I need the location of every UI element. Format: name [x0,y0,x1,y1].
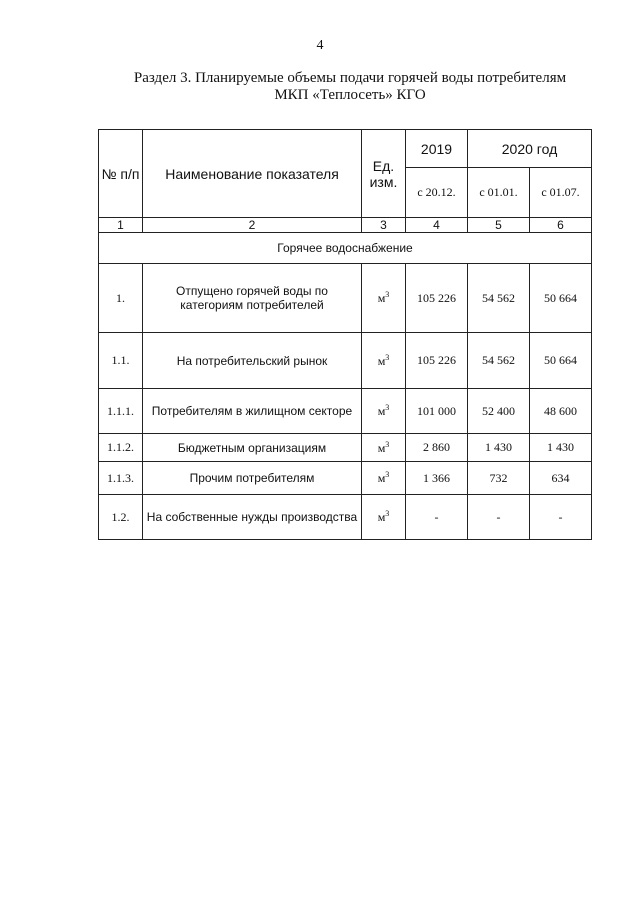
col-index-4: 4 [406,218,468,233]
row-unit: $м^3$ [362,264,406,333]
row-value-2: 732 [468,462,530,495]
header-unit: Ед. изм. [362,130,406,218]
row-num: 1.1. [99,333,143,389]
section-row [99,233,592,264]
row-name: Отпущено горячей воды по категориям потребителей [143,264,362,333]
row-value-3: 1 430 [530,434,592,462]
table-row [99,434,592,462]
document-title [60,70,640,104]
table-row [99,462,592,495]
row-num: 1.1.3. [99,462,143,495]
row-unit: $м^3$ [362,462,406,495]
row-value-2: - [468,495,530,540]
row-name: На потребительский рынок [143,333,362,389]
row-num: 1. [99,264,143,333]
col-index-2: 2 [143,218,362,233]
row-name: Бюджетным организациям [143,434,362,462]
section-title: Горячее водоснабжение [99,233,592,264]
row-value-2: 54 562 [468,264,530,333]
column-index-row [99,218,592,233]
header-row-1 [99,130,592,168]
header-date-2: с 01.01. [468,168,530,218]
row-num: 1.1.1. [99,389,143,434]
title-line-2: МКП «Теплосеть» КГО [274,87,426,103]
row-value-2: 54 562 [468,333,530,389]
header-year-2019: 2019 [406,130,468,168]
header-year-2020: 2020 год [468,130,592,168]
col-index-1: 1 [99,218,143,233]
page-number: 4 [316,38,324,53]
row-value-3: 50 664 [530,333,592,389]
table-row [99,264,592,333]
row-name: Потребителям в жилищном секторе [143,389,362,434]
row-unit: $м^3$ [362,333,406,389]
row-name: Прочим потребителям [143,462,362,495]
row-value-1: 105 226 [406,333,468,389]
row-value-1: 101 000 [406,389,468,434]
row-unit: $м^3$ [362,434,406,462]
header-num: № п/п [99,130,143,218]
title-line-1: Раздел 3. Планируемые объемы подачи горячей воды потребителям [133,70,567,86]
header-date-3: с 01.07. [530,168,592,218]
row-num: 1.2. [99,495,143,540]
row-unit: $м^3$ [362,389,406,434]
row-value-1: 2 860 [406,434,468,462]
row-value-3: 48 600 [530,389,592,434]
row-name: На собственные нужды производства [143,495,362,540]
row-unit: $м^3$ [362,495,406,540]
row-value-3: - [530,495,592,540]
header-name: Наименование показателя [143,130,362,218]
row-value-3: 634 [530,462,592,495]
row-num: 1.1.2. [99,434,143,462]
row-value-1: - [406,495,468,540]
row-value-1: 105 226 [406,264,468,333]
header-date-1: с 20.12. [406,168,468,218]
row-value-2: 1 430 [468,434,530,462]
col-index-6: 6 [530,218,592,233]
col-index-5: 5 [468,218,530,233]
col-index-3: 3 [362,218,406,233]
supply-volume-table [98,129,592,540]
row-value-3: 50 664 [530,264,592,333]
row-value-1: 1 366 [406,462,468,495]
table-row [99,495,592,540]
table-row [99,389,592,434]
row-value-2: 52 400 [468,389,530,434]
table-row [99,333,592,389]
